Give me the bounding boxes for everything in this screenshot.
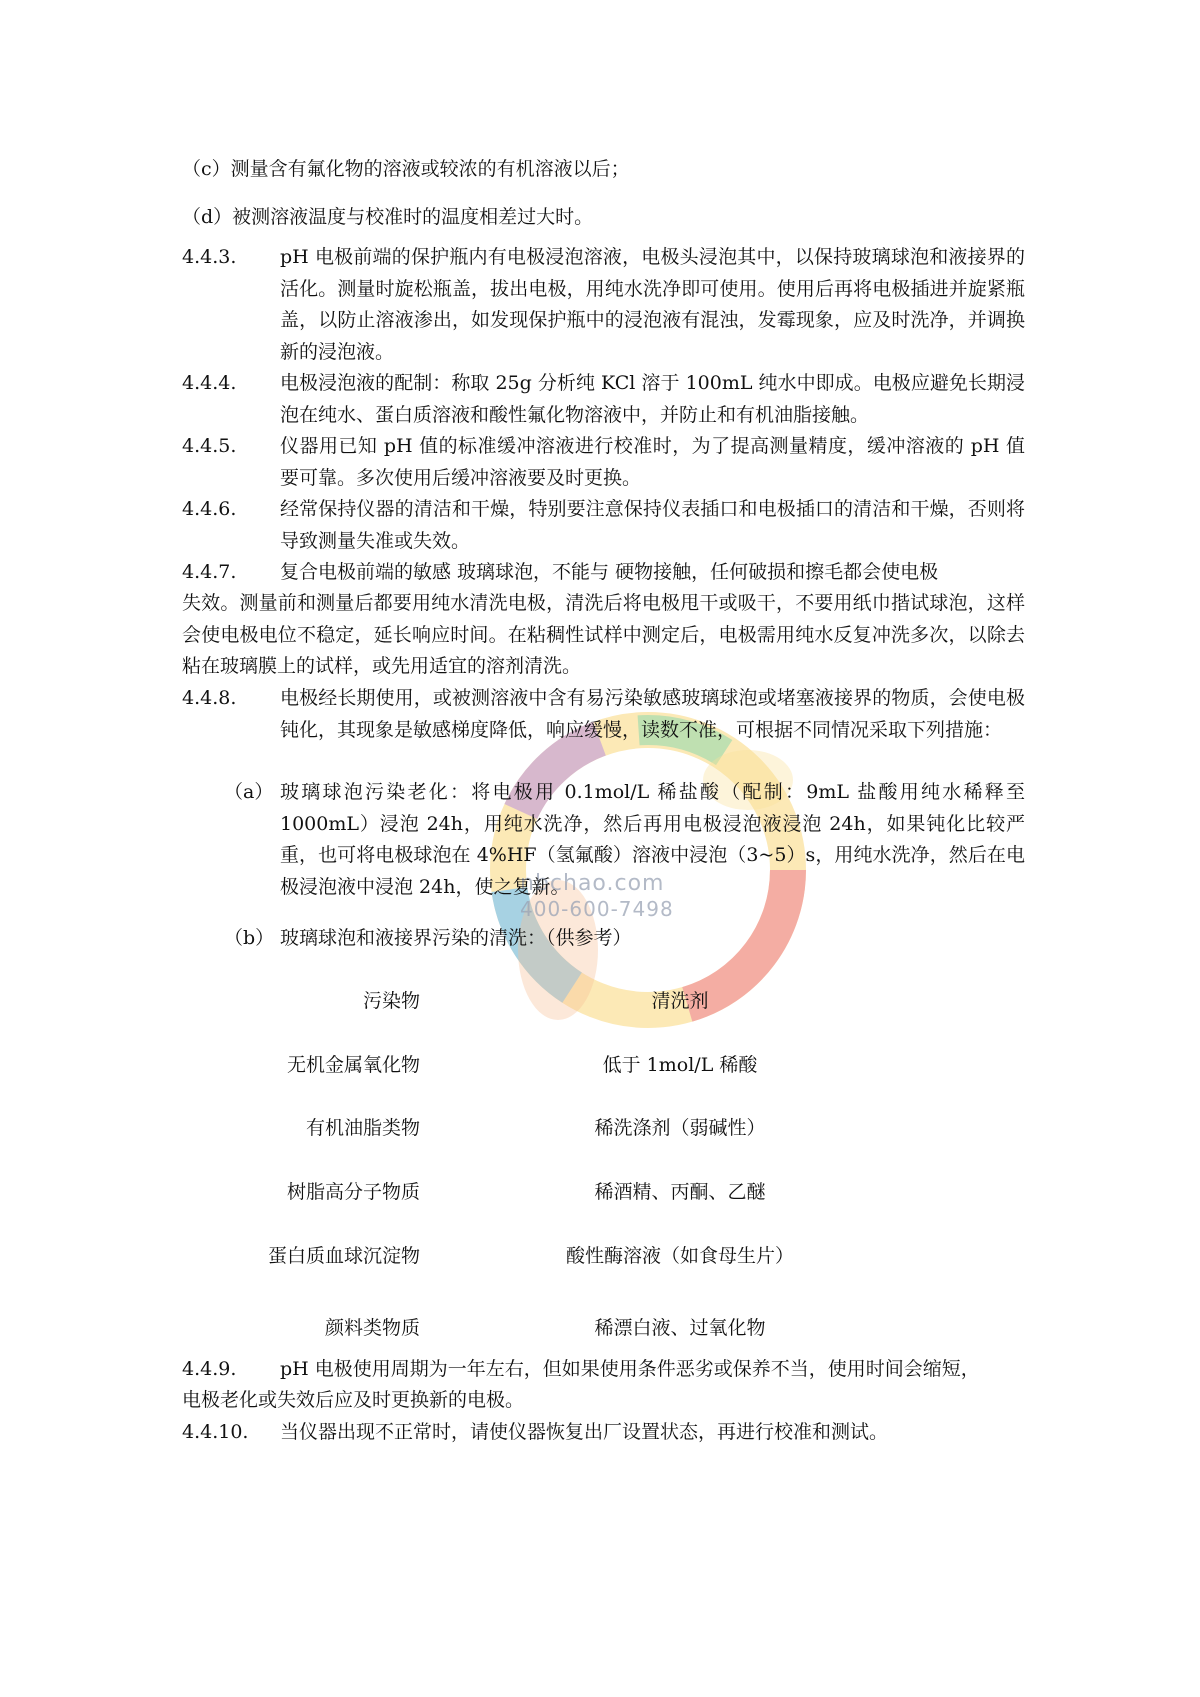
- section-number: 4.4.8.: [182, 687, 237, 709]
- section-number: 4.4.10.: [182, 1421, 249, 1443]
- sub-b-tag: （b）: [224, 927, 275, 949]
- sub-b-text: 玻璃球泡和液接界污染的清洗：（供参考）: [280, 927, 632, 949]
- section-text: 当仪器出现不正常时，请使仪器恢复出厂设置状态，再进行校准和测试。: [280, 1421, 889, 1443]
- section-text-first: 复合电极前端的敏感 玻璃球泡，不能与 硬物接触，任何破损和擦毛都会使电极: [280, 561, 939, 583]
- table-cell: 蛋白质血球沉淀物: [267, 1245, 420, 1267]
- section-text: 经常保持仪器的清洁和干燥，特别要注意保持仪表插口和电极插口的清洁和干燥，否则将导致测量失准或失效。: [280, 498, 1025, 552]
- section-text-rest: 失效。测量前和测量后都要用纯水清洗电极，清洗后将电极甩干或吸干，不要用纸巾揩试球泡，这样会使电极电位不稳定，延长响应时间。在粘稠性试样中测定后，电极需用纯水反复冲洗多次，以除去粘在玻璃膜上的试样，或先用适宜的溶剂清洗。: [182, 592, 1025, 677]
- item-d: （d）被测溶液温度与校准时的温度相差过大时。: [182, 206, 594, 228]
- table-header-cleaner: 清洗剂: [651, 990, 709, 1012]
- table-cell: 稀酒精、丙酮、乙醚: [594, 1181, 766, 1203]
- table-cell: 颜料类物质: [324, 1317, 420, 1339]
- sub-a-tag: （a）: [224, 781, 274, 803]
- table-header-contaminant: 污染物: [362, 990, 420, 1012]
- section-number: 4.4.6.: [182, 498, 237, 520]
- section-text-rest: 电极老化或失效后应及时更换新的电极。: [182, 1389, 525, 1411]
- table-cell: 酸性酶溶液（如食母生片）: [565, 1245, 794, 1267]
- table-cell: 稀漂白液、过氧化物: [594, 1317, 766, 1339]
- section-text: 仪器用已知 pH 值的标准缓冲溶液进行校准时，为了提高测量精度，缓冲溶液的 pH 值要可靠。多次使用后缓冲溶液要及时更换。: [280, 435, 1025, 489]
- watermark-site: nbchao.com: [520, 871, 665, 896]
- table-cell: 有机油脂类物: [305, 1117, 420, 1139]
- section-number: 4.4.7.: [182, 561, 237, 583]
- item-c: （c）测量含有氟化物的溶液或较浓的有机溶液以后；: [182, 158, 630, 180]
- table-cell: 低于 1mol/L 稀酸: [602, 1054, 758, 1076]
- section-text: 电极浸泡液的配制：称取 25g 分析纯 KCl 溶于 100mL 纯水中即成。电极应避免长期浸泡在纯水、蛋白质溶液和酸性氟化物溶液中，并防止和有机油脂接触。: [280, 372, 1025, 426]
- watermark-phone: 400-600-7498: [520, 897, 674, 921]
- section-text-first: pH 电极使用周期为一年左右，但如果使用条件恶劣或保养不当，使用时间会缩短，: [280, 1358, 980, 1380]
- section-text: pH 电极前端的保护瓶内有电极浸泡溶液，电极头浸泡其中，以保持玻璃球泡和液接界的活化。测量时旋松瓶盖，拔出电极，用纯水洗净即可使用。使用后再将电极插进并旋紧瓶盖，以防止溶液渗出，如发现保护瓶中的浸泡液有混浊，发霉现象，应及时洗净，并调换新的浸泡液。: [280, 246, 1025, 363]
- section-number: 4.4.3.: [182, 246, 237, 268]
- sub-a-text: 玻璃球泡污染老化：将电极用 0.1mol/L 稀盐酸（配制：9mL 盐酸用纯水稀释至 1000mL）浸泡 24h，用纯水洗净，然后再用电极浸泡液浸泡 24h，如果钝化比较严重，也可将电极球泡在 4%HF（氢氟酸）溶液中浸泡（3~5）s，用纯水洗净，然后在电极浸泡液中浸泡 24h，使之复新。: [280, 781, 1025, 898]
- section-number: 4.4.9.: [182, 1358, 237, 1380]
- table-cell: 稀洗涤剂（弱碱性）: [594, 1117, 766, 1139]
- section-number: 4.4.5.: [182, 435, 237, 457]
- table-cell: 无机金属氧化物: [286, 1054, 420, 1076]
- section-number: 4.4.4.: [182, 372, 237, 394]
- table-cell: 树脂高分子物质: [286, 1181, 420, 1203]
- section-text: 电极经长期使用，或被测溶液中含有易污染敏感玻璃球泡或堵塞液接界的物质，会使电极钝化，其现象是敏感梯度降低，响应缓慢，读数不准，可根据不同情况采取下列措施：: [280, 687, 1025, 741]
